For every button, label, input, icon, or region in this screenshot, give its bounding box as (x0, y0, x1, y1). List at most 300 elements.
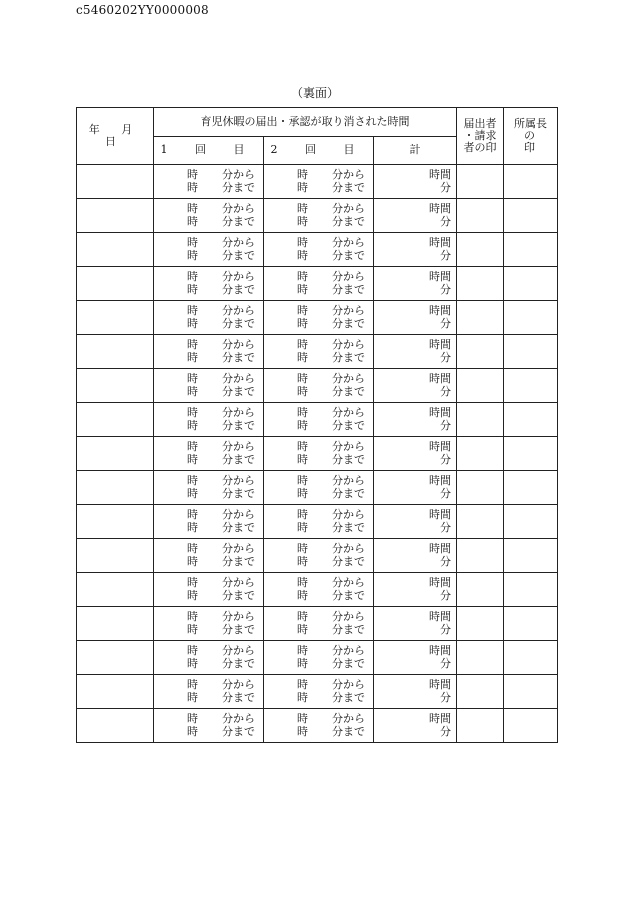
total-minutes-unit: 分 (440, 691, 451, 704)
hour-unit: 時 (297, 678, 308, 691)
total-minutes-unit: 分 (440, 623, 451, 636)
table-row (77, 437, 558, 471)
hour-unit: 時 (187, 657, 198, 670)
first-span-cell[interactable] (154, 233, 264, 267)
date-cell[interactable] (77, 539, 154, 573)
applicant-seal-cell[interactable] (457, 505, 504, 539)
header-applicant-seal (457, 108, 504, 165)
hour-unit: 時 (187, 372, 198, 385)
first-span-cell[interactable] (154, 437, 264, 471)
hour-unit: 時 (297, 317, 308, 330)
minute-until-unit: 分まで (222, 181, 255, 194)
minute-from-unit: 分から (222, 610, 255, 623)
applicant-seal-cell[interactable] (457, 233, 504, 267)
minute-from-unit: 分から (332, 542, 365, 555)
second-span-cell[interactable] (264, 573, 374, 607)
date-cell[interactable] (77, 165, 154, 199)
total-cell[interactable] (374, 471, 457, 505)
total-minutes-unit: 分 (440, 521, 451, 534)
total-hours-unit: 時間 (429, 576, 451, 589)
table-row (77, 199, 558, 233)
second-span-cell[interactable] (264, 369, 374, 403)
dept-head-seal-cell[interactable] (504, 505, 558, 539)
first-span-cell[interactable] (154, 607, 264, 641)
hour-unit: 時 (187, 168, 198, 181)
minute-from-unit: 分から (222, 542, 255, 555)
hour-unit: 時 (297, 487, 308, 500)
hour-unit: 時 (297, 419, 308, 432)
hour-unit: 時 (297, 610, 308, 623)
hour-unit: 時 (187, 555, 198, 568)
total-minutes-unit: 分 (440, 487, 451, 500)
table-row (77, 471, 558, 505)
minute-until-unit: 分まで (332, 555, 365, 568)
minute-from-unit: 分から (332, 712, 365, 725)
table-body (77, 165, 558, 743)
minute-until-unit: 分まで (332, 317, 365, 330)
hour-unit: 時 (297, 576, 308, 589)
second-span-cell[interactable] (264, 505, 374, 539)
minute-until-unit: 分まで (222, 555, 255, 568)
total-hours-unit: 時間 (429, 304, 451, 317)
minute-from-unit: 分から (222, 440, 255, 453)
hour-unit: 時 (297, 283, 308, 296)
date-cell[interactable] (77, 607, 154, 641)
hour-unit: 時 (297, 385, 308, 398)
first-span-cell[interactable] (154, 709, 264, 743)
dept-head-seal-cell[interactable] (504, 301, 558, 335)
second-span-cell[interactable] (264, 403, 374, 437)
dept-head-seal-cell[interactable] (504, 335, 558, 369)
total-hours-unit: 時間 (429, 712, 451, 725)
hour-unit: 時 (187, 623, 198, 636)
total-hours-unit: 時間 (429, 202, 451, 215)
hour-unit: 時 (187, 385, 198, 398)
first-span-cell[interactable] (154, 505, 264, 539)
total-cell[interactable] (374, 403, 457, 437)
hour-unit: 時 (297, 304, 308, 317)
minute-from-unit: 分から (222, 372, 255, 385)
dept-head-seal-cell[interactable] (504, 573, 558, 607)
dept-head-seal-cell[interactable] (504, 369, 558, 403)
hour-unit: 時 (297, 181, 308, 194)
header-dept-head-seal (504, 108, 558, 165)
dept-head-seal-cell[interactable] (504, 233, 558, 267)
first-span-cell[interactable] (154, 335, 264, 369)
second-span-cell[interactable] (264, 233, 374, 267)
total-minutes-unit: 分 (440, 351, 451, 364)
minute-until-unit: 分まで (332, 181, 365, 194)
table-row (77, 301, 558, 335)
minute-from-unit: 分から (222, 406, 255, 419)
hour-unit: 時 (297, 657, 308, 670)
hour-unit: 時 (187, 678, 198, 691)
table-row (77, 335, 558, 369)
minute-until-unit: 分まで (222, 487, 255, 500)
hour-unit: 時 (297, 508, 308, 521)
table-row (77, 267, 558, 301)
minute-from-unit: 分から (222, 508, 255, 521)
dept-head-seal-cell[interactable] (504, 199, 558, 233)
minute-from-unit: 分から (222, 474, 255, 487)
minute-from-unit: 分から (332, 168, 365, 181)
total-hours-unit: 時間 (429, 168, 451, 181)
date-cell[interactable] (77, 233, 154, 267)
hour-unit: 時 (187, 508, 198, 521)
total-minutes-unit: 分 (440, 725, 451, 738)
hour-unit: 時 (187, 474, 198, 487)
first-span-cell[interactable] (154, 471, 264, 505)
date-cell[interactable] (77, 675, 154, 709)
hour-unit: 時 (187, 487, 198, 500)
hour-unit: 時 (297, 712, 308, 725)
applicant-seal-cell[interactable] (457, 369, 504, 403)
dept-head-seal-cell[interactable] (504, 675, 558, 709)
applicant-seal-cell[interactable] (457, 641, 504, 675)
date-cell[interactable] (77, 335, 154, 369)
total-minutes-unit: 分 (440, 249, 451, 262)
header-date: 年 月 日 (77, 108, 154, 165)
table-row (77, 709, 558, 743)
second-span-cell[interactable] (264, 641, 374, 675)
total-minutes-unit: 分 (440, 181, 451, 194)
applicant-seal-cell[interactable] (457, 301, 504, 335)
header-applicant-line2: ・請求 (463, 128, 497, 142)
second-span-cell[interactable] (264, 675, 374, 709)
table-row (77, 165, 558, 199)
total-hours-unit: 時間 (429, 610, 451, 623)
hour-unit: 時 (297, 542, 308, 555)
first-span-cell[interactable] (154, 267, 264, 301)
second-span-cell[interactable] (264, 471, 374, 505)
minute-from-unit: 分から (332, 678, 365, 691)
hour-unit: 時 (297, 338, 308, 351)
total-cell[interactable] (374, 607, 457, 641)
minute-from-unit: 分から (332, 610, 365, 623)
total-cell[interactable] (374, 301, 457, 335)
date-cell[interactable] (77, 505, 154, 539)
total-minutes-unit: 分 (440, 385, 451, 398)
dept-head-seal-cell[interactable] (504, 471, 558, 505)
applicant-seal-cell[interactable] (457, 607, 504, 641)
hour-unit: 時 (187, 589, 198, 602)
hour-unit: 時 (297, 406, 308, 419)
total-minutes-unit: 分 (440, 555, 451, 568)
hour-unit: 時 (187, 725, 198, 738)
first-span-cell[interactable] (154, 573, 264, 607)
second-span-cell[interactable] (264, 267, 374, 301)
second-span-cell[interactable] (264, 199, 374, 233)
hour-unit: 時 (297, 623, 308, 636)
hour-unit: 時 (187, 644, 198, 657)
header-second: 2 回 目 (264, 137, 374, 165)
total-minutes-unit: 分 (440, 589, 451, 602)
header-dept-head-line2: の 印 (524, 128, 545, 155)
date-cell[interactable] (77, 573, 154, 607)
total-cell[interactable] (374, 573, 457, 607)
hour-unit: 時 (187, 521, 198, 534)
total-cell[interactable] (374, 233, 457, 267)
applicant-seal-cell[interactable] (457, 267, 504, 301)
minute-until-unit: 分まで (222, 521, 255, 534)
dept-head-seal-cell[interactable] (504, 641, 558, 675)
first-span-cell[interactable] (154, 165, 264, 199)
hour-unit: 時 (297, 453, 308, 466)
minute-from-unit: 分から (222, 202, 255, 215)
hour-unit: 時 (187, 270, 198, 283)
header-applicant-line1: 届出者 (463, 116, 497, 130)
total-cell[interactable] (374, 675, 457, 709)
second-span-cell[interactable] (264, 335, 374, 369)
minute-from-unit: 分から (332, 576, 365, 589)
hour-unit: 時 (297, 440, 308, 453)
minute-until-unit: 分まで (222, 589, 255, 602)
minute-until-unit: 分まで (332, 691, 365, 704)
first-span-cell[interactable] (154, 301, 264, 335)
minute-from-unit: 分から (222, 236, 255, 249)
date-cell[interactable] (77, 709, 154, 743)
hour-unit: 時 (297, 249, 308, 262)
minute-from-unit: 分から (332, 236, 365, 249)
minute-until-unit: 分まで (222, 725, 255, 738)
minute-from-unit: 分から (332, 474, 365, 487)
minute-until-unit: 分まで (332, 453, 365, 466)
hour-unit: 時 (297, 215, 308, 228)
total-hours-unit: 時間 (429, 508, 451, 521)
minute-from-unit: 分から (222, 338, 255, 351)
applicant-seal-cell[interactable] (457, 165, 504, 199)
minute-until-unit: 分まで (332, 657, 365, 670)
header-cancelled-hours: 育児休暇の届出・承認が取り消された時間 (154, 108, 457, 137)
total-cell[interactable] (374, 641, 457, 675)
minute-from-unit: 分から (222, 270, 255, 283)
hour-unit: 時 (297, 474, 308, 487)
hour-unit: 時 (187, 249, 198, 262)
hour-unit: 時 (297, 725, 308, 738)
second-span-cell[interactable] (264, 607, 374, 641)
minute-until-unit: 分まで (222, 215, 255, 228)
table-row (77, 539, 558, 573)
hour-unit: 時 (187, 304, 198, 317)
total-minutes-unit: 分 (440, 453, 451, 466)
total-hours-unit: 時間 (429, 372, 451, 385)
table-row (77, 369, 558, 403)
minute-until-unit: 分まで (222, 283, 255, 296)
total-minutes-unit: 分 (440, 419, 451, 432)
hour-unit: 時 (187, 419, 198, 432)
total-cell[interactable] (374, 267, 457, 301)
second-span-cell[interactable] (264, 165, 374, 199)
total-cell[interactable] (374, 165, 457, 199)
hour-unit: 時 (187, 351, 198, 364)
date-cell[interactable] (77, 641, 154, 675)
hour-unit: 時 (187, 691, 198, 704)
applicant-seal-cell[interactable] (457, 573, 504, 607)
table-row (77, 573, 558, 607)
header-applicant-line3: 者の印 (463, 141, 497, 155)
document-code: c5460202YY0000008 (76, 3, 209, 17)
total-cell[interactable] (374, 199, 457, 233)
total-hours-unit: 時間 (429, 542, 451, 555)
total-cell[interactable] (374, 539, 457, 573)
dept-head-seal-cell[interactable] (504, 437, 558, 471)
hour-unit: 時 (297, 691, 308, 704)
minute-from-unit: 分から (332, 270, 365, 283)
date-cell[interactable] (77, 369, 154, 403)
applicant-seal-cell[interactable] (457, 539, 504, 573)
total-minutes-unit: 分 (440, 317, 451, 330)
minute-from-unit: 分から (222, 712, 255, 725)
minute-from-unit: 分から (332, 372, 365, 385)
minute-until-unit: 分まで (222, 317, 255, 330)
dept-head-seal-cell[interactable] (504, 709, 558, 743)
header-total: 計 (374, 137, 457, 165)
minute-until-unit: 分まで (332, 351, 365, 364)
hour-unit: 時 (187, 215, 198, 228)
total-hours-unit: 時間 (429, 644, 451, 657)
first-span-cell[interactable] (154, 675, 264, 709)
header-first: 1 回 目 (154, 137, 264, 165)
hour-unit: 時 (187, 542, 198, 555)
minute-from-unit: 分から (222, 678, 255, 691)
applicant-seal-cell[interactable] (457, 335, 504, 369)
minute-until-unit: 分まで (332, 249, 365, 262)
first-span-cell[interactable] (154, 403, 264, 437)
date-cell[interactable] (77, 301, 154, 335)
hour-unit: 時 (297, 236, 308, 249)
table-row (77, 403, 558, 437)
applicant-seal-cell[interactable] (457, 403, 504, 437)
second-span-cell[interactable] (264, 709, 374, 743)
minute-until-unit: 分まで (332, 419, 365, 432)
total-cell[interactable] (374, 505, 457, 539)
applicant-seal-cell[interactable] (457, 471, 504, 505)
minute-until-unit: 分まで (332, 385, 365, 398)
date-cell[interactable] (77, 403, 154, 437)
minute-until-unit: 分まで (332, 725, 365, 738)
total-cell[interactable] (374, 369, 457, 403)
total-cell[interactable] (374, 437, 457, 471)
minute-from-unit: 分から (332, 338, 365, 351)
hour-unit: 時 (297, 521, 308, 534)
first-span-cell[interactable] (154, 641, 264, 675)
date-cell[interactable] (77, 471, 154, 505)
hour-unit: 時 (187, 712, 198, 725)
hour-unit: 時 (187, 576, 198, 589)
second-span-cell[interactable] (264, 301, 374, 335)
minute-until-unit: 分まで (222, 351, 255, 364)
hour-unit: 時 (187, 181, 198, 194)
minute-from-unit: 分から (332, 508, 365, 521)
minute-until-unit: 分まで (222, 453, 255, 466)
first-span-cell[interactable] (154, 539, 264, 573)
dept-head-seal-cell[interactable] (504, 539, 558, 573)
hour-unit: 時 (187, 317, 198, 330)
applicant-seal-cell[interactable] (457, 437, 504, 471)
table-row (77, 641, 558, 675)
minute-until-unit: 分まで (222, 249, 255, 262)
applicant-seal-cell[interactable] (457, 709, 504, 743)
dept-head-seal-cell[interactable] (504, 403, 558, 437)
minute-until-unit: 分まで (332, 487, 365, 500)
hour-unit: 時 (297, 168, 308, 181)
dept-head-seal-cell[interactable] (504, 607, 558, 641)
header-dept-head-line1: 所属長 (514, 116, 547, 130)
minute-from-unit: 分から (332, 202, 365, 215)
minute-from-unit: 分から (332, 440, 365, 453)
hour-unit: 時 (297, 270, 308, 283)
hour-unit: 時 (187, 610, 198, 623)
total-hours-unit: 時間 (429, 236, 451, 249)
cancelled-hours-table (76, 107, 558, 743)
date-cell[interactable] (77, 267, 154, 301)
minute-until-unit: 分まで (222, 385, 255, 398)
first-span-cell[interactable] (154, 199, 264, 233)
second-span-cell[interactable] (264, 437, 374, 471)
minute-from-unit: 分から (222, 576, 255, 589)
total-minutes-unit: 分 (440, 215, 451, 228)
first-span-cell[interactable] (154, 369, 264, 403)
hour-unit: 時 (187, 236, 198, 249)
total-minutes-unit: 分 (440, 283, 451, 296)
hour-unit: 時 (187, 440, 198, 453)
total-hours-unit: 時間 (429, 678, 451, 691)
minute-until-unit: 分まで (222, 657, 255, 670)
minute-until-unit: 分まで (222, 419, 255, 432)
minute-from-unit: 分から (222, 644, 255, 657)
table-row (77, 233, 558, 267)
hour-unit: 時 (297, 589, 308, 602)
dept-head-seal-cell[interactable] (504, 267, 558, 301)
table-row (77, 607, 558, 641)
minute-from-unit: 分から (222, 304, 255, 317)
hour-unit: 時 (187, 338, 198, 351)
date-cell[interactable] (77, 199, 154, 233)
minute-until-unit: 分まで (332, 589, 365, 602)
minute-from-unit: 分から (222, 168, 255, 181)
hour-unit: 時 (187, 283, 198, 296)
hour-unit: 時 (187, 453, 198, 466)
hour-unit: 時 (297, 202, 308, 215)
total-minutes-unit: 分 (440, 657, 451, 670)
hour-unit: 時 (297, 351, 308, 364)
minute-from-unit: 分から (332, 406, 365, 419)
total-hours-unit: 時間 (429, 474, 451, 487)
table-row (77, 675, 558, 709)
minute-until-unit: 分まで (222, 691, 255, 704)
total-hours-unit: 時間 (429, 406, 451, 419)
dept-head-seal-cell[interactable] (504, 165, 558, 199)
minute-until-unit: 分まで (332, 215, 365, 228)
minute-until-unit: 分まで (332, 521, 365, 534)
minute-from-unit: 分から (332, 644, 365, 657)
applicant-seal-cell[interactable] (457, 199, 504, 233)
minute-until-unit: 分まで (332, 623, 365, 636)
date-cell[interactable] (77, 437, 154, 471)
second-span-cell[interactable] (264, 539, 374, 573)
minute-until-unit: 分まで (332, 283, 365, 296)
total-cell[interactable] (374, 335, 457, 369)
hour-unit: 時 (187, 406, 198, 419)
total-hours-unit: 時間 (429, 270, 451, 283)
total-hours-unit: 時間 (429, 440, 451, 453)
hour-unit: 時 (297, 555, 308, 568)
total-cell[interactable] (374, 709, 457, 743)
minute-from-unit: 分から (332, 304, 365, 317)
table-row (77, 505, 558, 539)
hour-unit: 時 (297, 644, 308, 657)
applicant-seal-cell[interactable] (457, 675, 504, 709)
